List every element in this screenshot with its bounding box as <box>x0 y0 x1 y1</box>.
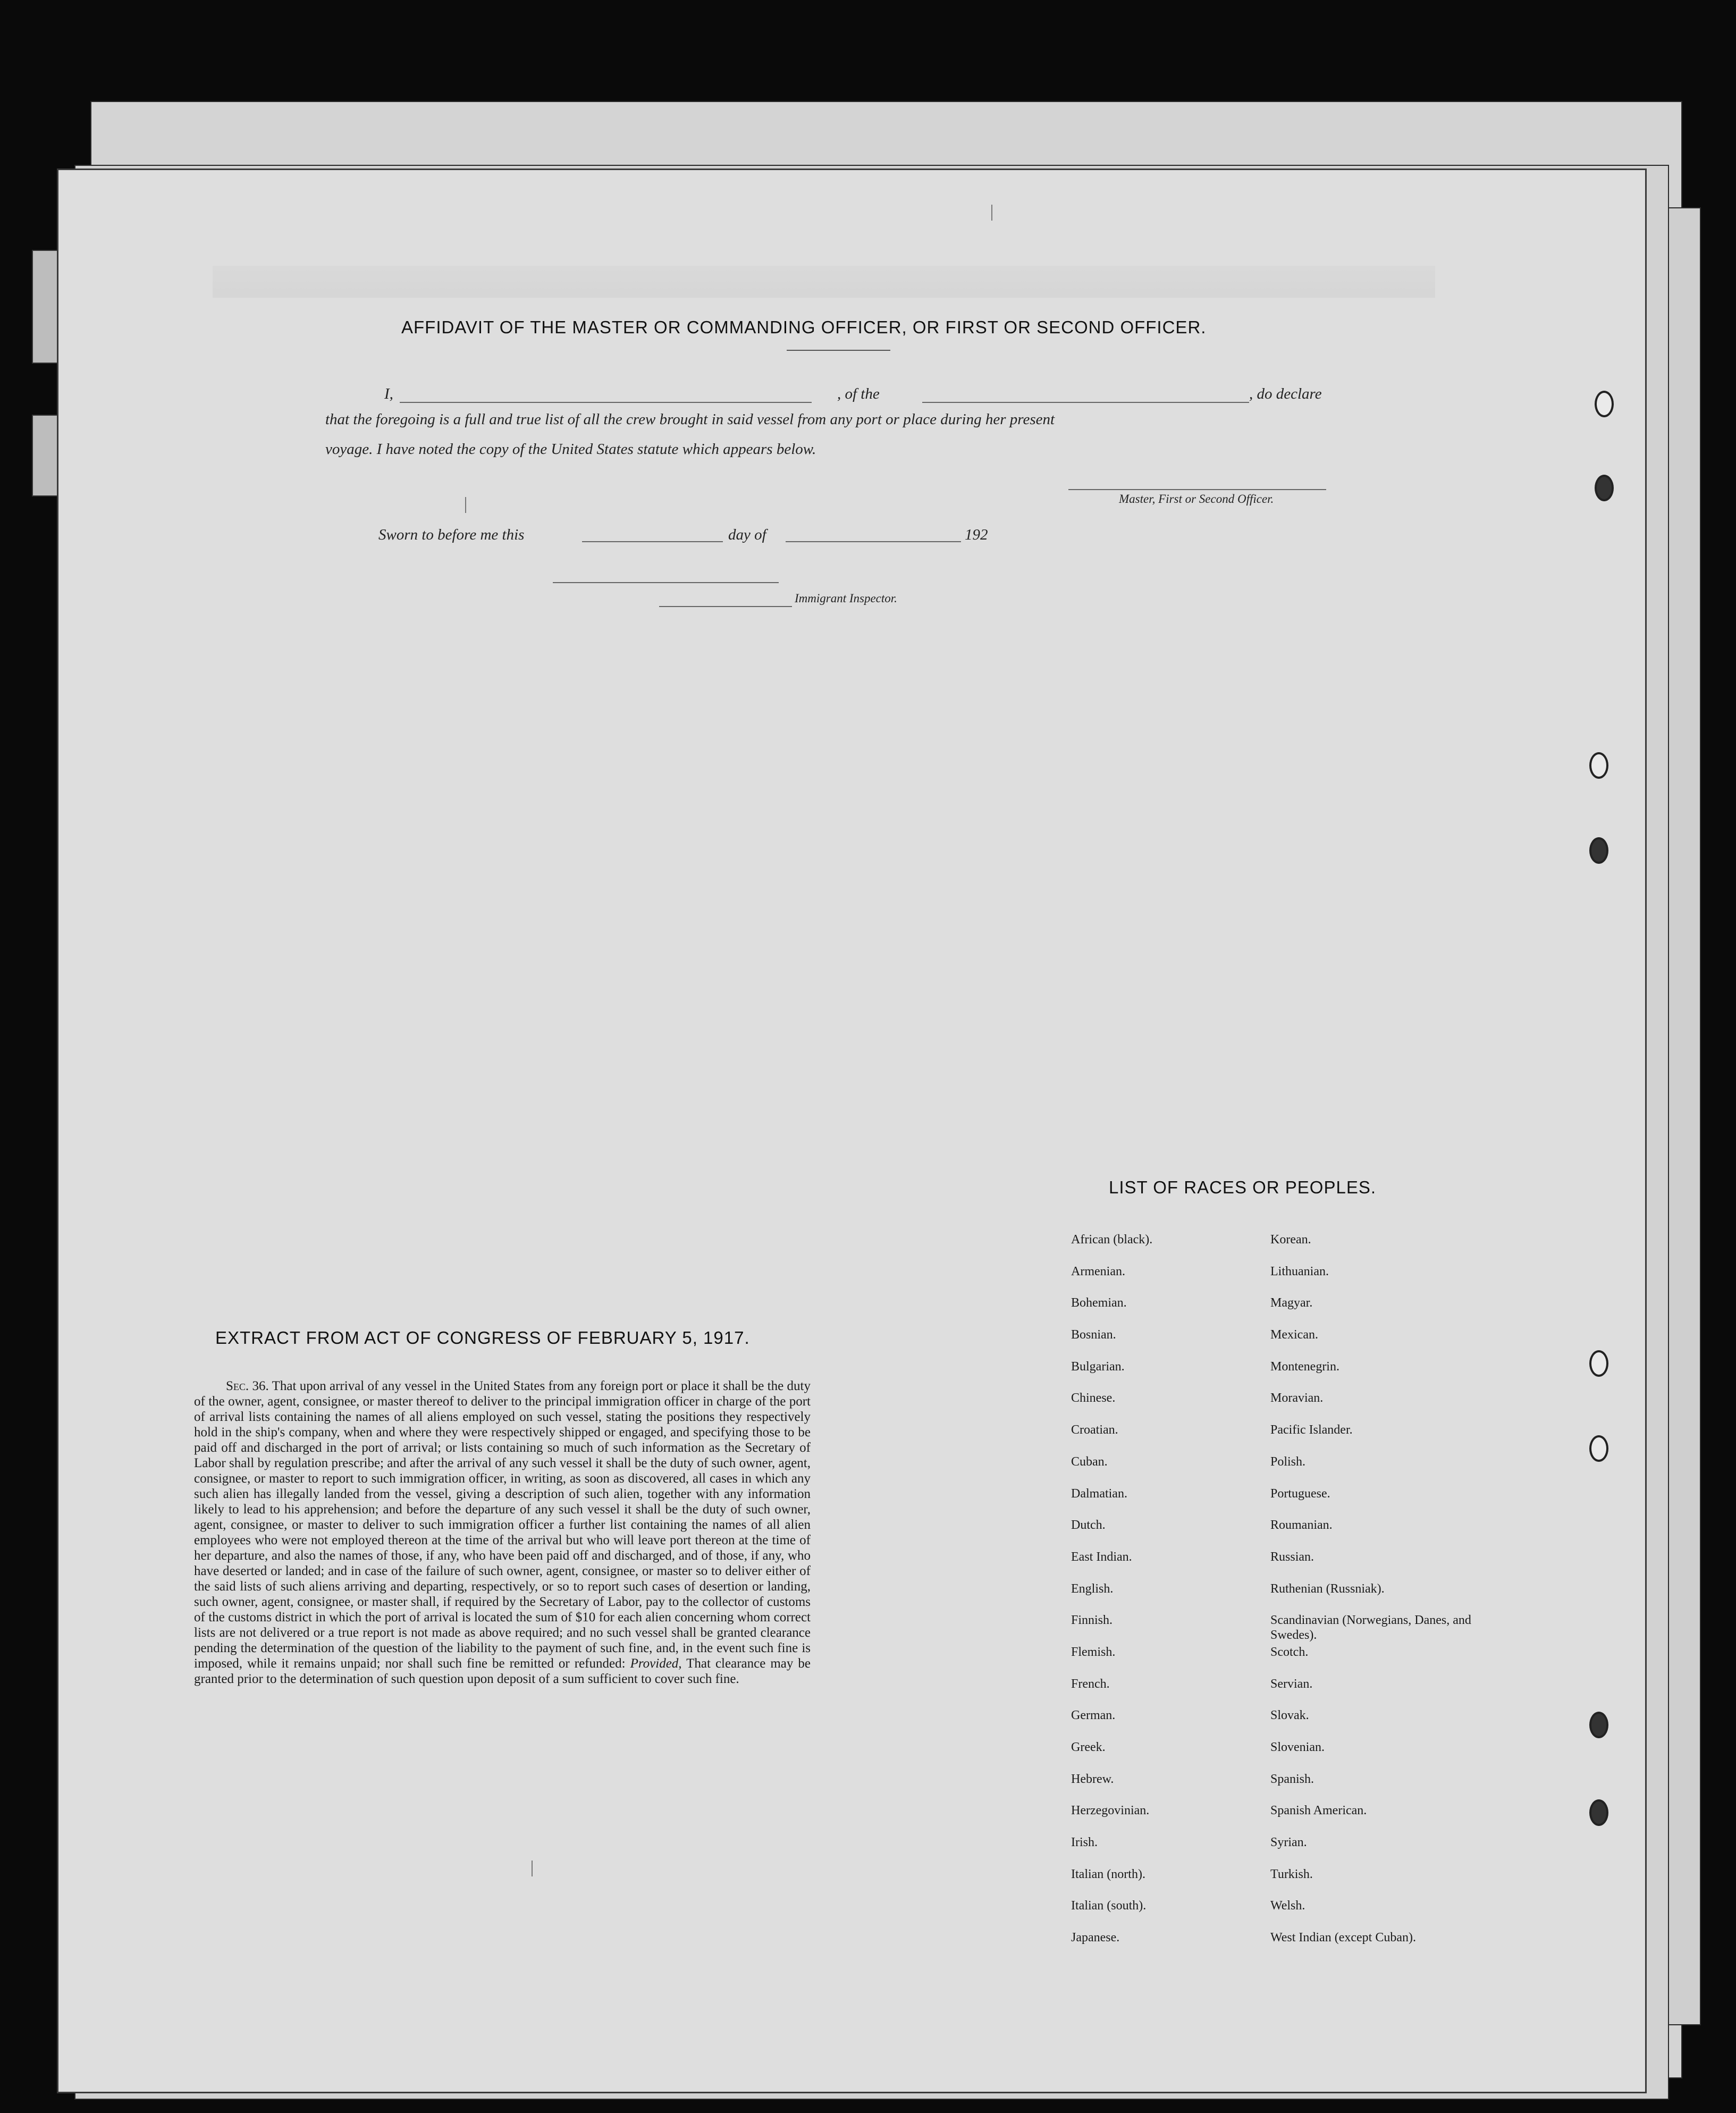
master-signature-blank <box>1068 489 1326 490</box>
race-item: Dutch. <box>1071 1518 1106 1533</box>
race-item: Bulgarian. <box>1071 1359 1125 1374</box>
race-item: French. <box>1071 1677 1110 1691</box>
race-item: Spanish American. <box>1270 1804 1367 1818</box>
race-item: Italian (south). <box>1071 1899 1147 1913</box>
race-item: Turkish. <box>1270 1867 1313 1881</box>
vessel-blank <box>922 402 1249 403</box>
race-item: Scandinavian (Norwegians, Danes, and Swedes). <box>1270 1613 1471 1643</box>
race-item: Roumanian. <box>1270 1518 1333 1533</box>
inspector-caption: Immigrant Inspector. <box>795 592 897 605</box>
day-blank <box>582 541 723 542</box>
declaration-i: I, <box>384 385 393 402</box>
race-item: English. <box>1071 1581 1114 1596</box>
punch-hole <box>1589 837 1608 864</box>
race-item: Slovenian. <box>1270 1740 1325 1754</box>
statute-provided: Provided, <box>630 1656 682 1671</box>
declaration-declare: , do declare <box>1249 385 1322 402</box>
races-column-1 <box>1071 1232 1246 1962</box>
race-item: Cuban. <box>1071 1454 1108 1469</box>
race-item: Montenegrin. <box>1270 1359 1339 1374</box>
race-item: Moravian. <box>1270 1391 1324 1405</box>
race-item: Irish. <box>1071 1836 1098 1850</box>
race-item: Chinese. <box>1071 1391 1116 1405</box>
race-item: Russian. <box>1270 1550 1314 1564</box>
crease-mark <box>991 205 992 221</box>
race-item: Ruthenian (Russniak). <box>1270 1581 1385 1596</box>
race-item: Bohemian. <box>1071 1296 1127 1310</box>
name-blank <box>400 402 812 403</box>
declaration-line-3: voyage. I have noted the copy of the United States statute which appears below. <box>325 441 816 458</box>
race-item: West Indian (except Cuban). <box>1270 1931 1416 1945</box>
statute-text <box>194 1378 811 1687</box>
year-text: 192 <box>965 526 988 543</box>
declaration-of-the: , of the <box>837 385 880 402</box>
race-item: African (black). <box>1071 1233 1153 1247</box>
page-tab <box>32 415 61 496</box>
race-item: Pacific Islander. <box>1270 1423 1353 1437</box>
affidavit-title: AFFIDAVIT OF THE MASTER OR COMMANDING OFFICER, OR FIRST OR SECOND OFFICER. <box>401 317 1207 337</box>
punch-hole <box>1595 391 1614 417</box>
statute-proviso: That clearance may be granted prior to the determination of such question upon deposit of a sum sufficient to cover such fine. <box>194 1656 811 1686</box>
punch-hole <box>1589 1350 1608 1377</box>
race-item: Spanish. <box>1270 1772 1314 1786</box>
race-item: Servian. <box>1270 1677 1313 1691</box>
race-item: Mexican. <box>1270 1328 1318 1342</box>
punch-hole <box>1589 1712 1608 1738</box>
race-item: Scotch. <box>1270 1645 1309 1659</box>
race-item: German. <box>1071 1708 1116 1723</box>
race-item: Syrian. <box>1270 1836 1307 1850</box>
race-item: Lithuanian. <box>1270 1264 1329 1278</box>
bleed-through-heading <box>213 266 1435 298</box>
crease-mark <box>532 1861 533 1876</box>
section-label: Sec. 36. <box>226 1379 269 1393</box>
race-item: Bosnian. <box>1071 1328 1116 1342</box>
master-caption: Master, First or Second Officer. <box>1119 492 1274 506</box>
punch-hole <box>1589 752 1608 779</box>
race-item: Finnish. <box>1071 1613 1113 1628</box>
inspector-underline <box>659 606 792 607</box>
inspector-signature-blank <box>553 582 779 583</box>
race-item: Polish. <box>1270 1454 1306 1469</box>
races-column-2 <box>1270 1232 1483 1962</box>
race-item: East Indian. <box>1071 1550 1132 1564</box>
race-item: Magyar. <box>1270 1296 1313 1310</box>
race-item: Japanese. <box>1071 1931 1120 1945</box>
sworn-text: Sworn to before me this <box>378 526 525 543</box>
race-item: Croatian. <box>1071 1423 1118 1437</box>
title-divider <box>787 350 890 351</box>
race-item: Armenian. <box>1071 1264 1125 1278</box>
race-item: Flemish. <box>1071 1645 1116 1659</box>
race-item: Italian (north). <box>1071 1867 1145 1881</box>
punch-hole <box>1595 475 1614 501</box>
race-item: Slovak. <box>1270 1708 1309 1723</box>
punch-hole <box>1589 1799 1608 1826</box>
day-of-text: day of <box>728 526 766 543</box>
race-item: Herzegovinian. <box>1071 1804 1150 1818</box>
race-item: Korean. <box>1270 1233 1311 1247</box>
race-item: Greek. <box>1071 1740 1106 1754</box>
crease-mark <box>465 497 466 513</box>
extract-title: EXTRACT FROM ACT OF CONGRESS OF FEBRUARY 5, 1917. <box>215 1328 750 1348</box>
declaration-line-2: that the foregoing is a full and true list of all the crew brought in said vessel from any port or place during her present <box>325 411 1055 428</box>
page-tab <box>32 250 61 364</box>
race-item: Hebrew. <box>1071 1772 1114 1786</box>
punch-hole <box>1589 1435 1608 1462</box>
race-item: Welsh. <box>1270 1899 1305 1913</box>
races-title: LIST OF RACES OR PEOPLES. <box>1109 1177 1377 1197</box>
month-blank <box>786 541 961 542</box>
statute-body: That upon arrival of any vessel in the United States from any foreign port or place it shall be the duty of the owner, agent, consignee, or master thereof to deliver to the principal immigration officer in charge of the port of arrival lists containing the names of all aliens employed on such vessel, stating the positions they respectively hold in the ship's company, when and where they were respectively shipped or engaged, and specifying those to be paid off and discharged in the port of arrival; or lists containing so much of such information as the Secretary of Labor shall by regulation prescribe; and after the arrival of any such vessel it shall be the duty of such owner, agent, consignee, or master to report to such immigration officer, in writing, as soon as discovered, all cases in which any such alien has illegally landed from the vessel, giving a description of such alien, together with any information likely to lead to his apprehension; and before the departure of any such vessel it shall be the duty of such owner, agent, consignee, or master to deliver to such immigration officer a further list containing the names of all alien employees who were not employed thereon at the time of the arrival but who will leave port thereon at the time of her departure, and also the names of those, if any, who have been paid off and discharged, and of those, if any, who have deserted or landed; and in case of the failure of such owner, agent, consignee, or master so to deliver either of the said lists of such aliens arriving and departing, respectively, or so to report such cases of desertion or landing, such owner, agent, consignee, or master shall, if required by the Secretary of Labor, pay to the collector of customs of the customs district in which the port of arrival is located the sum of $10 for each alien concerning whom correct lists are not delivered or a true report is not made as above required; and no such vessel shall be granted clearance pending the determination of the question of the liability to the payment of such fine, and, in the event such fine is imposed, while it remains unpaid; nor shall such fine be remitted or refunded: <box>194 1379 811 1671</box>
race-item: Dalmatian. <box>1071 1486 1127 1501</box>
race-item: Portuguese. <box>1270 1486 1330 1501</box>
